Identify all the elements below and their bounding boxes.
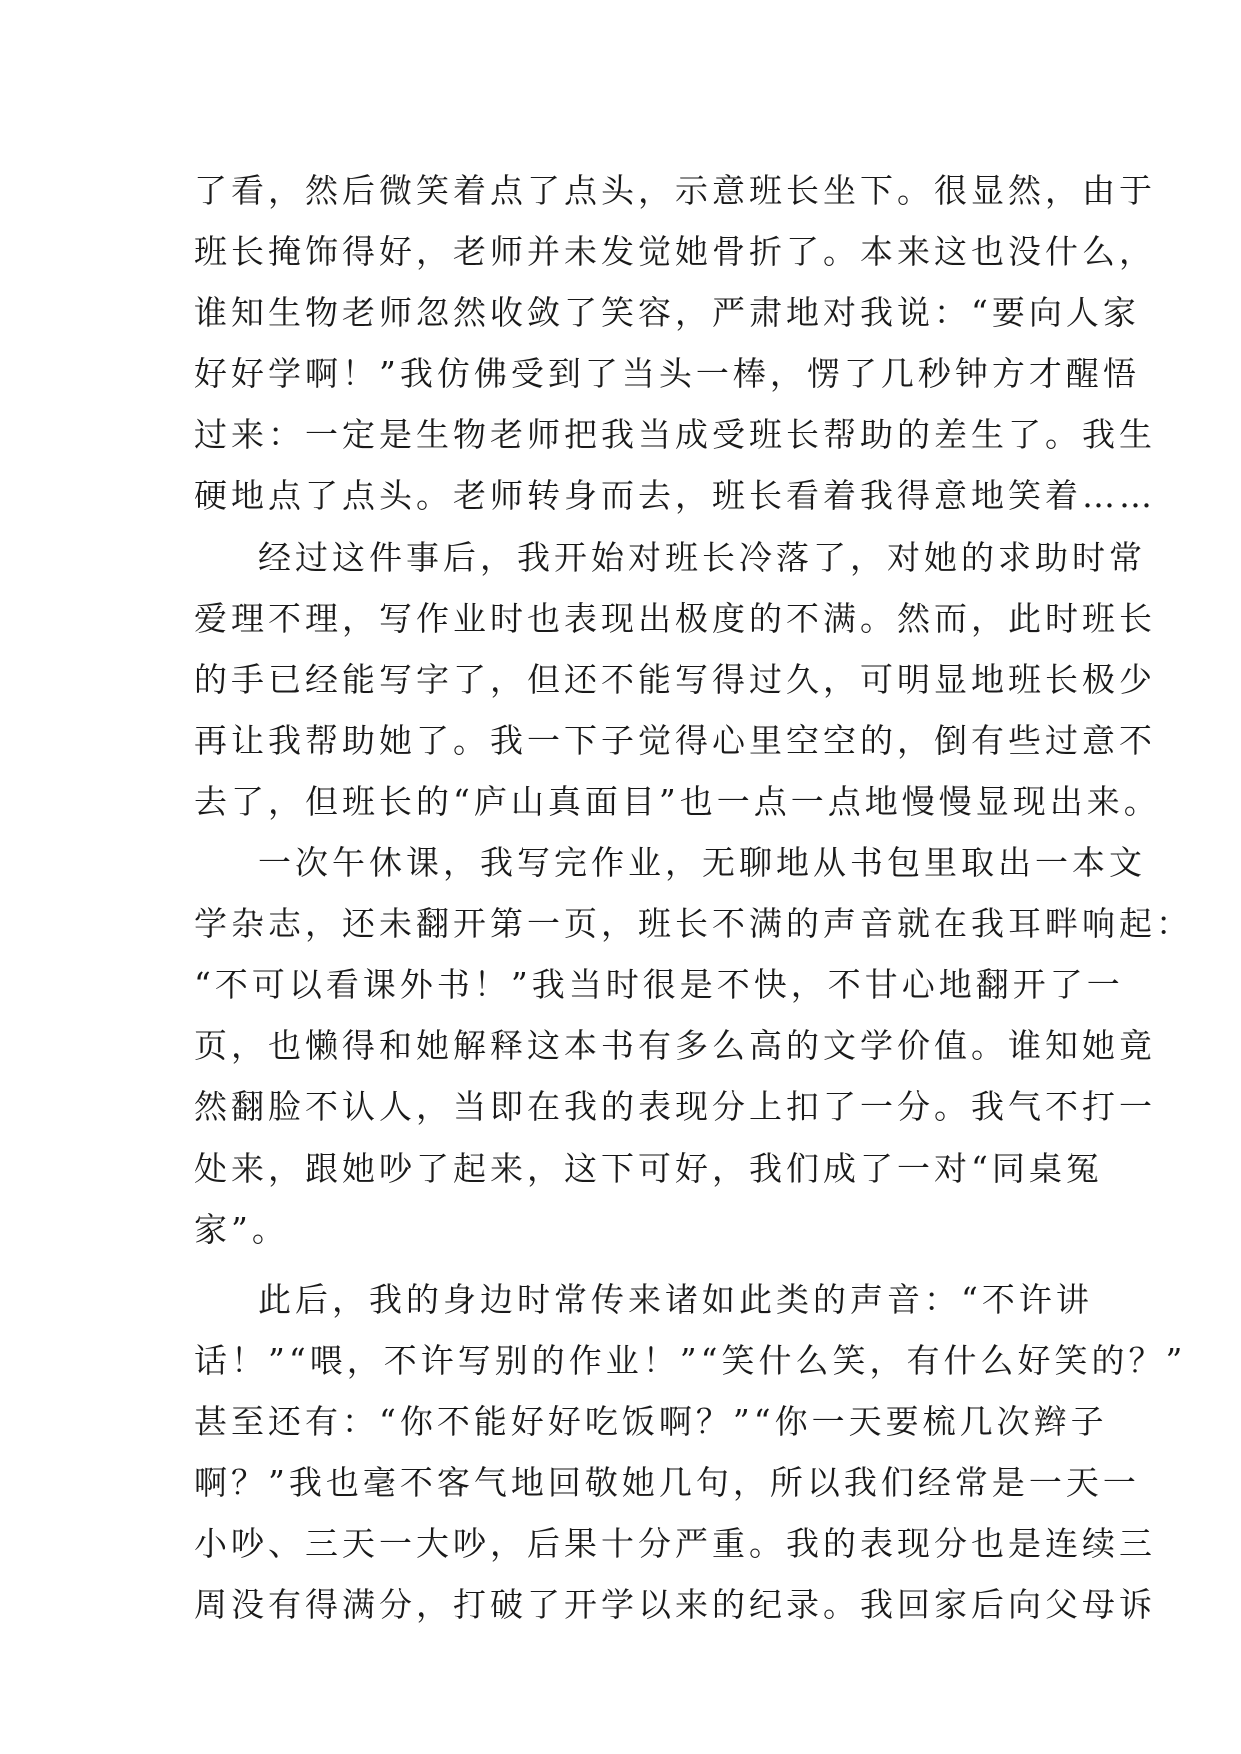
text-line: 再让我帮助她了。我一下子觉得心里空空的，倒有些过意不 [194,720,1156,760]
text-line: 谁知生物老师忽然收敛了笑容，严肃地对我说：“要向人家 [194,293,1140,333]
text-line: 硬地点了点头。老师转身而去，班长看着我得意地笑着…… [194,476,1156,516]
text-line: 的手已经能写字了，但还不能写得过久，可明显地班长极少 [194,659,1156,699]
text-line: 好好学啊！”我仿佛受到了当头一棒，愣了几秒钟方才醒悟 [194,354,1140,394]
text-line: 然翻脸不认人，当即在我的表现分上扣了一分。我气不打一 [194,1087,1156,1127]
body-text [194,160,1193,1635]
paragraph-first-line: 一次午休课，我写完作业，无聊地从书包里取出一本文 [258,843,1146,883]
paragraph-first-line: 经过这件事后，我开始对班长冷落了，对她的求助时常 [258,537,1146,577]
text-line: 小吵、三天一大吵，后果十分严重。我的表现分也是连续三 [194,1524,1156,1564]
paragraph-first-line: 此后，我的身边时常传来诸如此类的声音：“不许讲 [258,1279,1093,1319]
text-line: 班长掩饰得好，老师并未发觉她骨折了。本来这也没什么， [194,232,1156,272]
text-line: 啊？”我也毫不客气地回敬她几句，所以我们经常是一天一 [194,1462,1140,1502]
text-line: 学杂志，还未翻开第一页，班长不满的声音就在我耳畔响起： [194,904,1193,944]
text-line: 甚至还有：“你不能好好吃饭啊？”“你一天要梳几次辫子 [194,1401,1108,1441]
text-line: 过来：一定是生物老师把我当成受班长帮助的差生了。我生 [194,415,1156,455]
text-line: 爱理不理，写作业时也表现出极度的不满。然而，此时班长 [194,598,1156,638]
text-line: 页，也懒得和她解释这本书有多么高的文学价值。谁知她竟 [194,1026,1156,1066]
text-line: 周没有得满分，打破了开学以来的纪录。我回家后向父母诉 [194,1585,1156,1625]
text-line: “不可以看课外书！”我当时很是不快，不甘心地翻开了一 [194,965,1124,1005]
text-line: 处来，跟她吵了起来，这下可好，我们成了一对“同桌冤 [194,1148,1103,1188]
text-line: 话！”“喂，不许写别的作业！”“笑什么笑，有什么好笑的？” [194,1340,1187,1380]
text-line: 了看，然后微笑着点了点头，示意班长坐下。很显然，由于 [194,171,1156,210]
text-line: 家”。 [194,1209,289,1249]
text-line: 去了，但班长的“庐山真面目”也一点一点地慢慢显现出来。 [194,781,1161,821]
